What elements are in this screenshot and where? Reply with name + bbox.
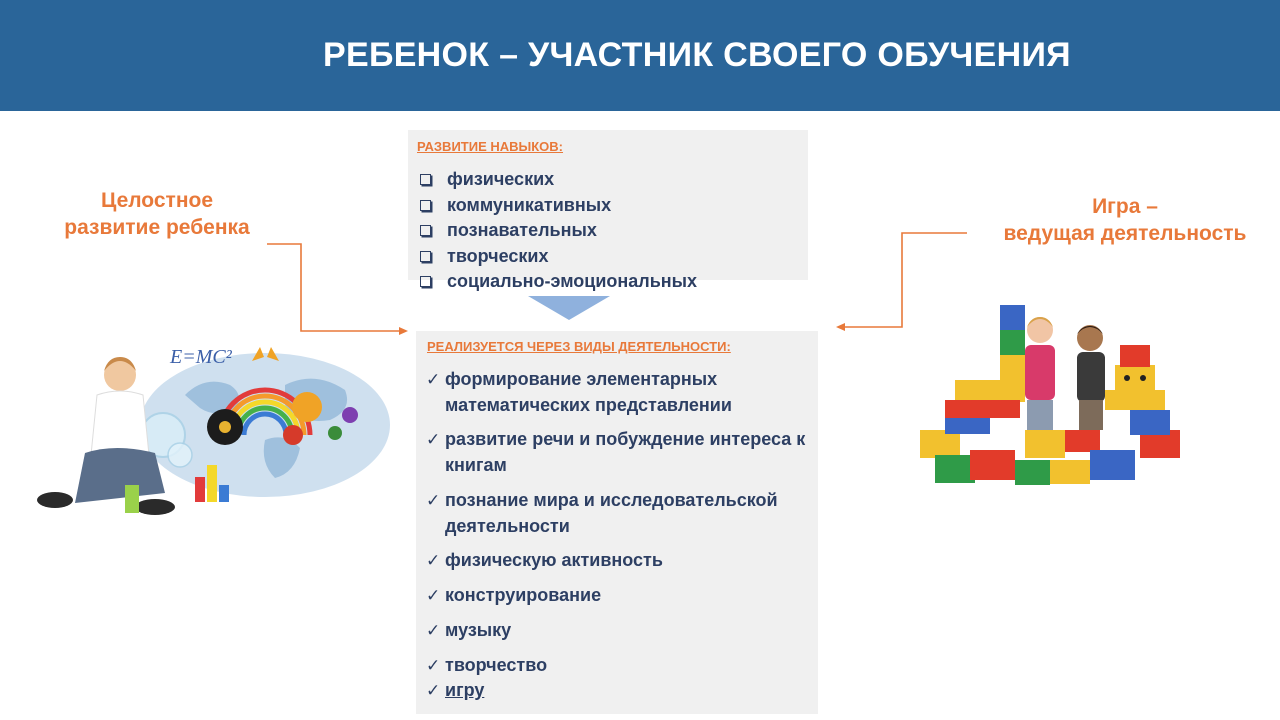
activity-label: формирование элементарных математических представлении — [445, 369, 732, 415]
checkmark-icon: ✓ — [426, 681, 441, 700]
right-arrowhead-icon — [836, 323, 845, 331]
activity-label: познание мира и исследовательской деятельности — [445, 490, 778, 536]
checkmark-icon: ✓ — [426, 370, 441, 389]
down-arrow-icon — [528, 296, 610, 320]
activity-label: игру — [445, 680, 485, 700]
skills-heading: РАЗВИТИЕ НАВЫКОВ: — [417, 139, 564, 154]
checkmark-icon: ✓ — [426, 586, 441, 605]
checkmark-icon: ✓ — [426, 621, 441, 640]
child-science-illustration-icon — [35, 335, 390, 525]
skill-label: социально-эмоциональных — [447, 271, 698, 292]
children-building-blocks-icon — [915, 300, 1195, 500]
activity-label: развитие речи и побуждение интереса к книгам — [445, 429, 806, 475]
play-label-line-2: ведущая деятельность — [1003, 222, 1247, 245]
checkmark-icon: ✓ — [426, 656, 441, 675]
activity-label: конструирование — [445, 585, 602, 605]
checkmark-icon: ✓ — [426, 551, 441, 570]
formula-text: E=MC² — [170, 346, 232, 368]
holistic-development-line-1: Целостное — [100, 189, 214, 212]
page-title: РЕБЕНОК – УЧАСТНИК СВОЕГО ОБУЧЕНИЯ — [323, 36, 1071, 74]
left-arrowhead-icon — [399, 327, 408, 335]
checkmark-icon: ✓ — [426, 491, 441, 510]
skill-label: познавательных — [447, 220, 597, 241]
skill-label: творческих — [447, 245, 549, 266]
checkmark-icon: ✓ — [426, 430, 441, 449]
activity-label: физическую активность — [445, 550, 663, 570]
left-connector-line — [267, 244, 400, 331]
activities-heading: РЕАЛИЗУЕТСЯ ЧЕРЕЗ ВИДЫ ДЕЯТЕЛЬНОСТИ: — [427, 339, 731, 354]
skill-label: коммуникативных — [447, 194, 612, 215]
holistic-development-line-2: развитие ребенка — [64, 216, 250, 239]
play-label-line-1: Игра – — [1092, 195, 1158, 218]
activity-label: творчество — [445, 655, 548, 675]
skill-label: физических — [447, 169, 555, 190]
activity-label: музыку — [445, 620, 512, 640]
